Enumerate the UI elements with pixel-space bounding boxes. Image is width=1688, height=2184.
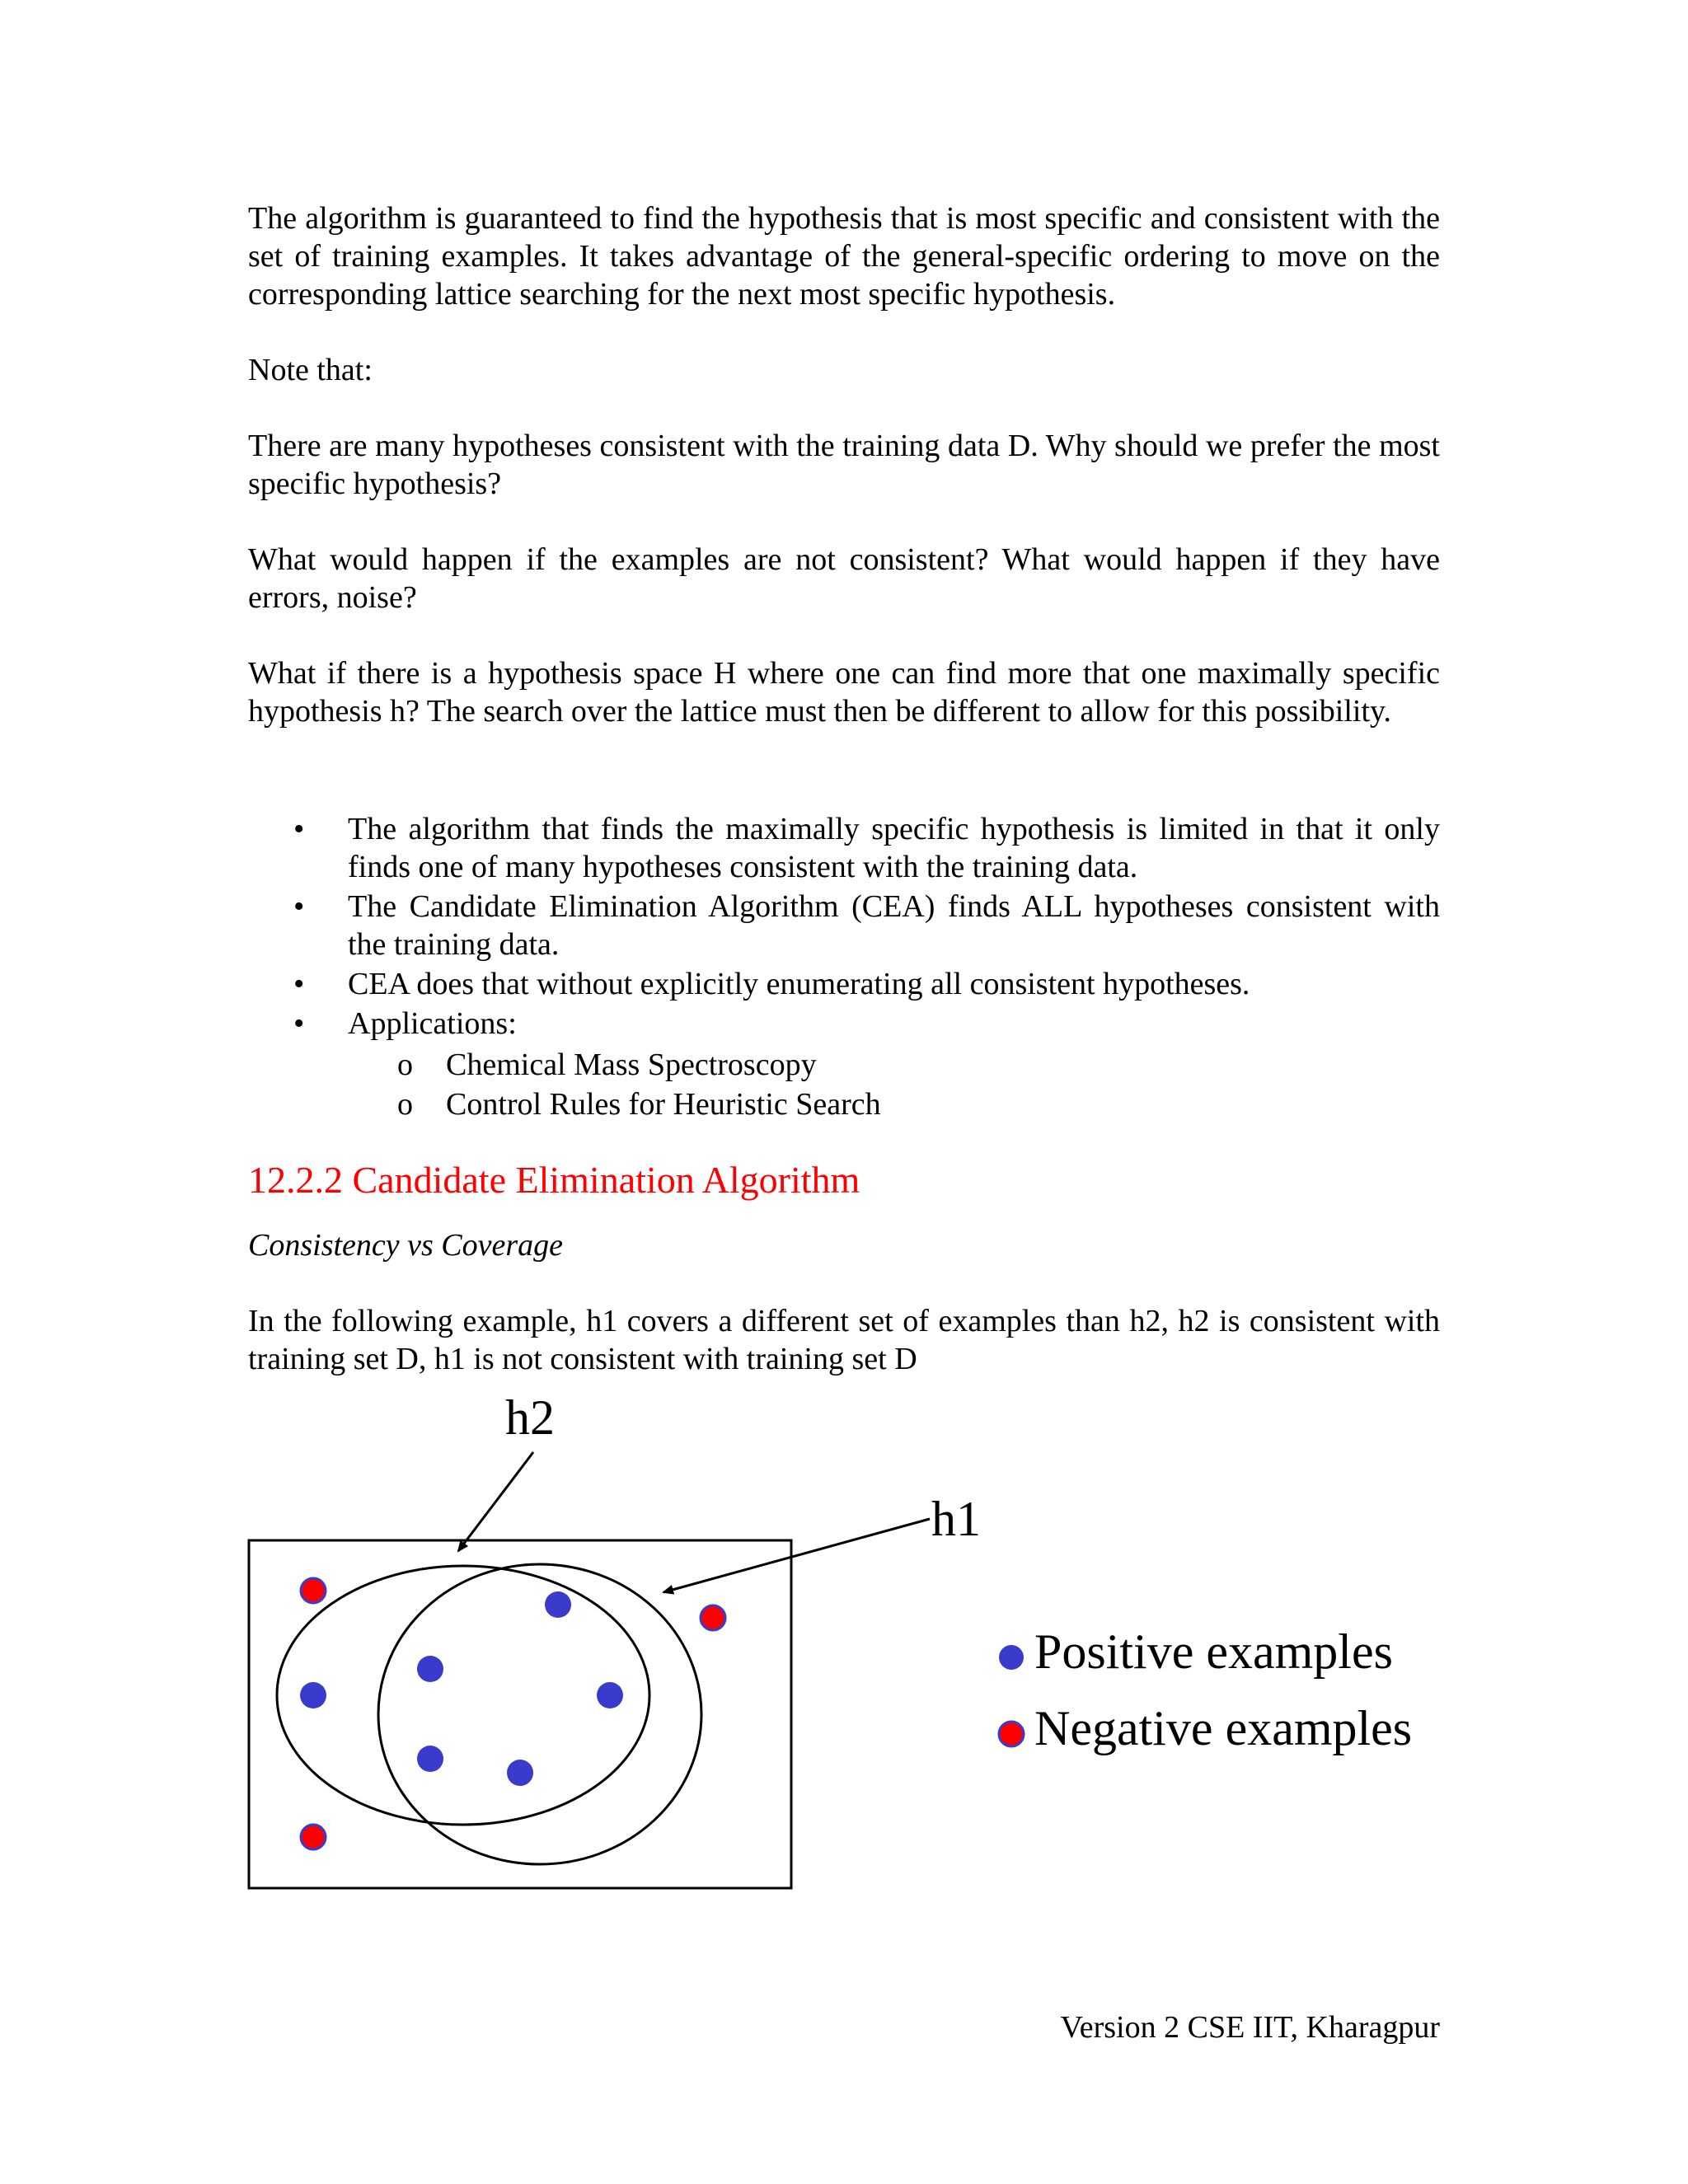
paragraph-note-that: Note that: (248, 353, 373, 387)
h1-ellipse (378, 1564, 701, 1864)
legend-positive-label: Positive examples (1034, 1624, 1393, 1679)
list-item-text: Applications: (348, 1006, 517, 1041)
h1-label: h1 (931, 1492, 981, 1546)
h2-ellipse (277, 1566, 649, 1825)
positive-example-dot (507, 1760, 533, 1786)
sub-list-item-text: Control Rules for Heuristic Search (446, 1087, 881, 1122)
bullet-marker: • (293, 889, 305, 924)
paragraph-many-hypotheses: There are many hypotheses consistent with the training data D. Why should we prefer the most specific hypothesis? (248, 429, 1440, 501)
sub-bullet-marker: o (397, 1087, 413, 1122)
example-points (300, 1578, 725, 1849)
sub-list-item-text: Chemical Mass Spectroscopy (446, 1047, 817, 1082)
page-footer: Version 2 CSE IIT, Kharagpur (1060, 2010, 1440, 2045)
paragraph-hypothesis-space: What if there is a hypothesis space H where one can find more that one maximally specific hypothesis h? The search over the lattice must then be different to allow for this possibility. (248, 656, 1440, 729)
list-item-text: The algorithm that finds the maximally specific hypothesis is limited in that it only finds one of many hypotheses consistent with the training data. (348, 812, 1440, 884)
paragraph-algorithm-guarantee: The algorithm is guaranteed to find the hypothesis that is most specific and consistent with the set of training examples. It takes advantage of the general-specific ordering to move on the corresponding lattice searching for the next most specific hypothesis. (248, 201, 1440, 312)
negative-example-dot (701, 1605, 725, 1630)
positive-example-dot (300, 1682, 326, 1708)
sub-bullet-marker: o (397, 1047, 413, 1082)
section-heading: 12.2.2 Candidate Elimination Algorithm (248, 1159, 860, 1201)
paragraph-example-intro: In the following example, h1 covers a different set of examples than h2, h2 is consistent with training set D, h1 is not consistent with training set D (248, 1304, 1440, 1376)
list-item-text: The Candidate Elimination Algorithm (CEA) finds ALL hypotheses consistent with the training data. (348, 889, 1440, 962)
bullet-marker: • (293, 812, 305, 846)
h2-label: h2 (505, 1390, 555, 1445)
bullet-marker: • (293, 1006, 305, 1041)
positive-example-dot (597, 1682, 623, 1708)
list-item-text: CEA does that without explicitly enumerating all consistent hypotheses. (348, 967, 1250, 1001)
h1-arrow (663, 1519, 930, 1592)
legend-positive-dot (999, 1645, 1024, 1670)
bullet-marker: • (293, 967, 305, 1001)
positive-example-dot (417, 1656, 443, 1682)
negative-example-dot (301, 1825, 326, 1849)
positive-example-dot (545, 1591, 571, 1618)
legend-negative-dot (999, 1722, 1024, 1746)
instance-space-box (249, 1540, 791, 1888)
positive-example-dot (417, 1746, 443, 1772)
section-subheading: Consistency vs Coverage (248, 1228, 564, 1263)
negative-example-dot (301, 1578, 326, 1603)
h2-arrow (458, 1452, 533, 1551)
paragraph-not-consistent: What would happen if the examples are not consistent? What would happen if they have errors, noise? (248, 542, 1440, 615)
legend-negative-label: Negative examples (1034, 1701, 1413, 1755)
